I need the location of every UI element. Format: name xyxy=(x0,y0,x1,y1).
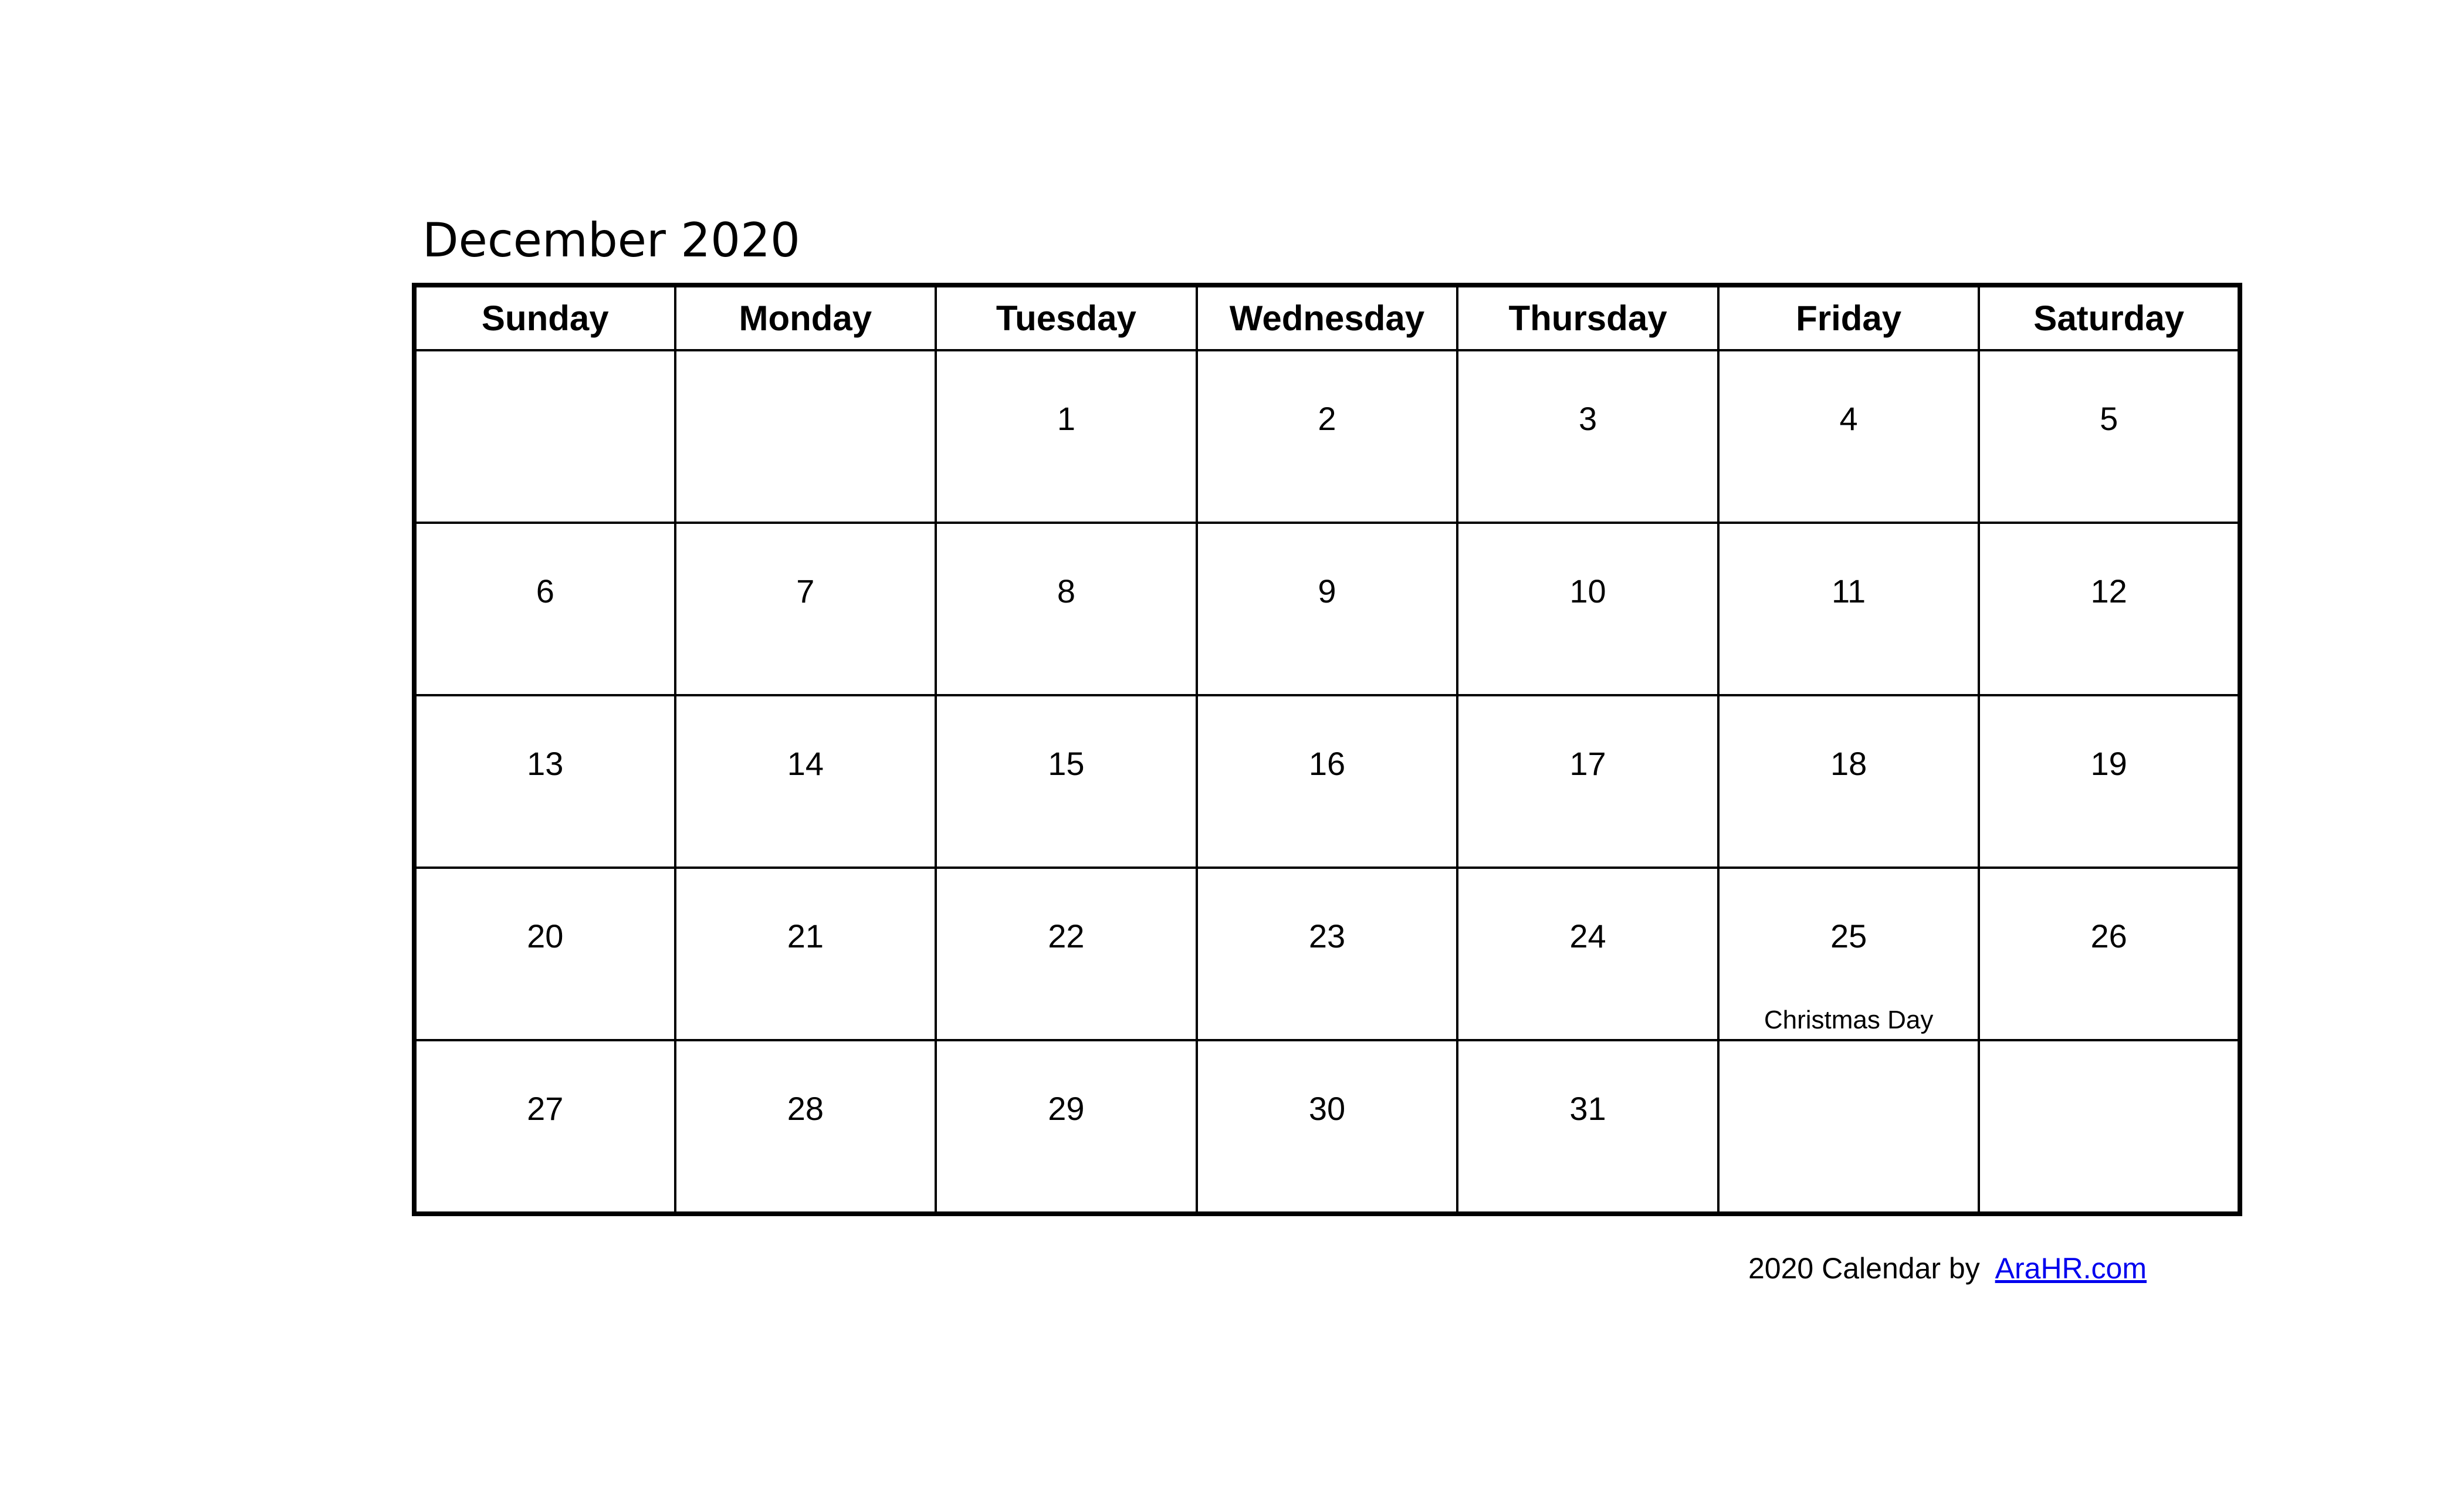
weekday-header: Sunday xyxy=(414,285,675,350)
week-row xyxy=(414,868,2240,1040)
day-cell xyxy=(1197,868,1458,1040)
day-cell xyxy=(1979,695,2240,868)
day-number: 29 xyxy=(1048,1090,1085,1127)
day-number: 14 xyxy=(787,745,824,782)
day-number: 19 xyxy=(2090,745,2127,782)
day-cell xyxy=(675,868,936,1040)
day-number: 3 xyxy=(1578,400,1597,437)
weekday-header: Friday xyxy=(1718,285,1979,350)
day-number: 27 xyxy=(527,1090,564,1127)
weekday-header: Monday xyxy=(675,285,936,350)
week-row xyxy=(414,350,2240,523)
day-number: 17 xyxy=(1569,745,1606,782)
day-number: 9 xyxy=(1318,573,1336,610)
day-cell xyxy=(414,695,675,868)
day-number: 24 xyxy=(1569,918,1606,955)
day-cell xyxy=(936,868,1197,1040)
day-number: 1 xyxy=(1057,400,1075,437)
day-number: 8 xyxy=(1057,573,1075,610)
day-cell xyxy=(1718,868,1979,1040)
day-cell xyxy=(936,523,1197,695)
week-row xyxy=(414,695,2240,868)
month-title: December 2020 xyxy=(422,213,800,268)
day-number: 18 xyxy=(1830,745,1867,782)
day-cell xyxy=(1718,695,1979,868)
day-cell xyxy=(414,350,675,523)
day-number: 25 xyxy=(1830,918,1867,955)
weekday-header: Thursday xyxy=(1457,285,1718,350)
day-cell xyxy=(1457,695,1718,868)
day-number: 23 xyxy=(1308,918,1346,955)
day-cell xyxy=(414,1040,675,1214)
day-cell xyxy=(1979,1040,2240,1214)
day-cell xyxy=(1197,523,1458,695)
weekday-header-row xyxy=(414,285,2240,350)
day-number: 5 xyxy=(2100,400,2118,437)
day-cell xyxy=(675,350,936,523)
footer-text: 2020 Calendar by xyxy=(1748,1252,1980,1285)
day-number: 31 xyxy=(1569,1090,1606,1127)
day-cell xyxy=(936,1040,1197,1214)
day-cell xyxy=(936,695,1197,868)
day-number: 2 xyxy=(1318,400,1336,437)
day-cell xyxy=(1718,1040,1979,1214)
day-number: 6 xyxy=(536,573,554,610)
day-number: 16 xyxy=(1308,745,1346,782)
day-cell xyxy=(936,350,1197,523)
day-cell xyxy=(675,1040,936,1214)
week-row xyxy=(414,1040,2240,1214)
day-number: 22 xyxy=(1048,918,1085,955)
day-cell xyxy=(1718,523,1979,695)
weekday-header: Wednesday xyxy=(1197,285,1458,350)
day-cell xyxy=(1979,523,2240,695)
day-number: 21 xyxy=(787,918,824,955)
day-number: 4 xyxy=(1839,400,1858,437)
day-cell xyxy=(1457,1040,1718,1214)
weekday-header: Saturday xyxy=(1979,285,2240,350)
day-cell xyxy=(1718,350,1979,523)
day-cell xyxy=(675,695,936,868)
arahr-link[interactable]: AraHR.com xyxy=(1995,1252,2147,1285)
day-cell xyxy=(1197,1040,1458,1214)
day-number: 13 xyxy=(527,745,564,782)
day-cell xyxy=(414,868,675,1040)
day-cell xyxy=(414,523,675,695)
holiday-label: Christmas Day xyxy=(1764,1006,1934,1034)
day-number: 20 xyxy=(527,918,564,955)
day-number: 7 xyxy=(796,573,815,610)
day-cell xyxy=(1197,350,1458,523)
day-number: 12 xyxy=(2090,573,2127,610)
day-cell xyxy=(1979,350,2240,523)
day-number: 26 xyxy=(2090,918,2127,955)
footer-credit xyxy=(1748,1251,2147,1286)
day-cell xyxy=(675,523,936,695)
day-number: 15 xyxy=(1048,745,1085,782)
day-number: 10 xyxy=(1569,573,1606,610)
week-row xyxy=(414,523,2240,695)
day-cell xyxy=(1457,868,1718,1040)
day-number: 28 xyxy=(787,1090,824,1127)
day-number: 11 xyxy=(1832,573,1866,610)
day-cell xyxy=(1979,868,2240,1040)
day-cell xyxy=(1457,350,1718,523)
day-number: 30 xyxy=(1308,1090,1346,1127)
calendar-grid xyxy=(412,283,2242,1216)
day-cell xyxy=(1457,523,1718,695)
weekday-header: Tuesday xyxy=(936,285,1197,350)
day-cell xyxy=(1197,695,1458,868)
